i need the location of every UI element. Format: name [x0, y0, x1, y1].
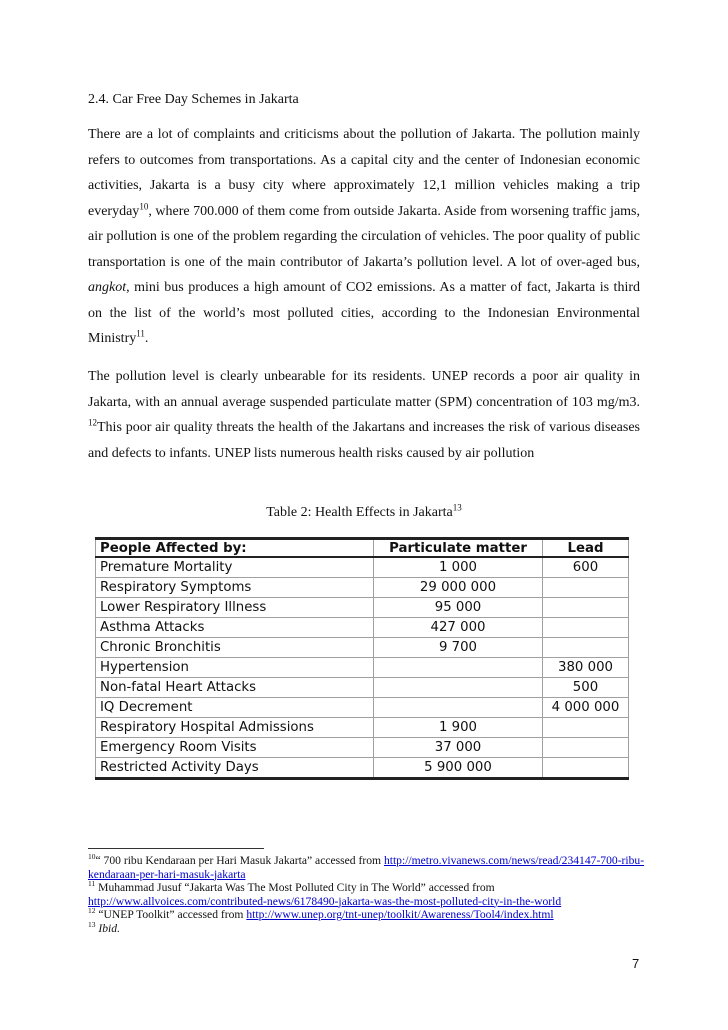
cell-particulate: 5 900 000 — [374, 758, 543, 779]
footnote-ref-12[interactable]: 12 — [88, 417, 97, 428]
footnotes — [88, 854, 648, 935]
cell-particulate: 29 000 000 — [374, 578, 543, 598]
cell-lead — [543, 618, 629, 638]
cell-particulate — [374, 698, 543, 718]
paragraph-pollution-intro: There are a lot of complaints and criticisms about the pollution of Jakarta. The pollution mainly refers to outcomes from transportations. As a capital city and the center of Indonesian economic activities, Jakarta is a busy city where approximately 12,1 million vehicles making a trip everyday$^{10}$, where 700.000 of them come from outside Jakarta. Aside from worsening traffic jams, air pollution is one of the problem regarding the circulation of vehicles. The poor quality of public transportation is one of the main contributor of Jakarta’s pollution level. A lot of over-aged bus, angkot, mini bus produces a high amount of CO2 emissions. As a matter of fact, Jakarta is third on the list of the world’s most polluted cities, according to the Indonesian Environmental Ministry$^{11}$. — [88, 127, 640, 346]
table-row — [96, 758, 629, 779]
cell-lead — [543, 638, 629, 658]
cell-effect: Respiratory Symptoms — [96, 578, 374, 598]
footnote-12: $^{12}$ “UNEP Toolkit” accessed from http://www.unep.org/tnt-unep/toolkit/Awareness/Tool4/index.html — [88, 906, 554, 921]
footnote-11: $^{11}$ Muhammad Jusuf “Jakarta Was The Most Polluted City in The World” accessed from http://www.allvoices.com/contributed-news/6178490-jakarta-was-the-most-polluted-city-in-the-world — [88, 879, 562, 908]
footnote-11-link[interactable]: http://www.allvoices.com/contributed-news/6178490-jakarta-was-the-most-polluted-city-in-the-world — [88, 894, 562, 908]
footnote-10: $^{10}$“ 700 ribu Kendaraan per Hari Masuk Jakarta” accessed from http://metro.vivanews.com/news/read/234147-700-ribu-kendaraan-per-hari-masuk-jakarta — [88, 852, 645, 881]
cell-effect: Lower Respiratory Illness — [96, 598, 374, 618]
table-row — [96, 578, 629, 598]
health-effects-table — [95, 537, 629, 780]
cell-particulate: 9 700 — [374, 638, 543, 658]
footnote-10-link[interactable]: http://metro.vivanews.com/news/read/234147-700-ribu-kendaraan-per-hari-masuk-jakarta — [88, 854, 645, 881]
cell-particulate: 95 000 — [374, 598, 543, 618]
cell-effect: IQ Decrement — [96, 698, 374, 718]
cell-lead: 600 — [543, 557, 629, 578]
footnote-12-link[interactable]: http://www.unep.org/tnt-unep/toolkit/Awareness/Tool4/index.html — [246, 908, 554, 921]
header-particulate-matter: Particulate matter — [374, 539, 543, 558]
cell-lead — [543, 578, 629, 598]
header-lead: Lead — [543, 539, 629, 558]
cell-particulate — [374, 658, 543, 678]
cell-particulate: 1 000 — [374, 557, 543, 578]
cell-particulate — [374, 678, 543, 698]
page-number: 7 — [632, 956, 640, 971]
table-row — [96, 698, 629, 718]
cell-lead: 500 — [543, 678, 629, 698]
table-row — [96, 738, 629, 758]
footnote-ref-11[interactable]: 11 — [136, 328, 145, 339]
header-people-affected: People Affected by: — [96, 539, 374, 558]
cell-particulate: 37 000 — [374, 738, 543, 758]
cell-lead: 4 000 000 — [543, 698, 629, 718]
cell-effect: Asthma Attacks — [96, 618, 374, 638]
footnote-ref-10[interactable]: 10 — [139, 200, 149, 211]
cell-effect: Hypertension — [96, 658, 374, 678]
cell-lead — [543, 758, 629, 779]
footnote-13: $^{13}$ Ibid. — [88, 919, 120, 935]
cell-lead — [543, 738, 629, 758]
cell-lead — [543, 598, 629, 618]
cell-effect: Non-fatal Heart Attacks — [96, 678, 374, 698]
section-heading: 2.4. Car Free Day Schemes in Jakarta — [88, 92, 299, 107]
footnote-divider — [88, 848, 264, 849]
cell-particulate: 427 000 — [374, 618, 543, 638]
table-row — [96, 598, 629, 618]
cell-effect: Chronic Bronchitis — [96, 638, 374, 658]
cell-lead: 380 000 — [543, 658, 629, 678]
cell-effect: Emergency Room Visits — [96, 738, 374, 758]
table-header-row — [96, 539, 629, 558]
cell-effect: Respiratory Hospital Admissions — [96, 718, 374, 738]
cell-effect: Premature Mortality — [96, 557, 374, 578]
footnote-ref-13[interactable]: 13 — [452, 502, 462, 513]
cell-particulate: 1 900 — [374, 718, 543, 738]
table-row — [96, 718, 629, 738]
table-row — [96, 678, 629, 698]
cell-lead — [543, 718, 629, 738]
paragraph-health-risks: The pollution level is clearly unbearable for its residents. UNEP records a poor air quality in Jakarta, with an annual average suspended particulate matter (SPM) concentration of 103 mg/m3. $^{12}$This poor air quality threats the health of the Jakartans and increases the risk of various diseases and defects to infants. UNEP lists numerous health risks caused by air pollution — [88, 369, 640, 461]
table-caption: Table 2: Health Effects in Jakarta$^{13}$ — [266, 502, 462, 520]
table-row — [96, 557, 629, 578]
table-row — [96, 658, 629, 678]
cell-effect: Restricted Activity Days — [96, 758, 374, 779]
table-row — [96, 638, 629, 658]
angkot-term: angkot — [88, 280, 127, 295]
table-row — [96, 618, 629, 638]
